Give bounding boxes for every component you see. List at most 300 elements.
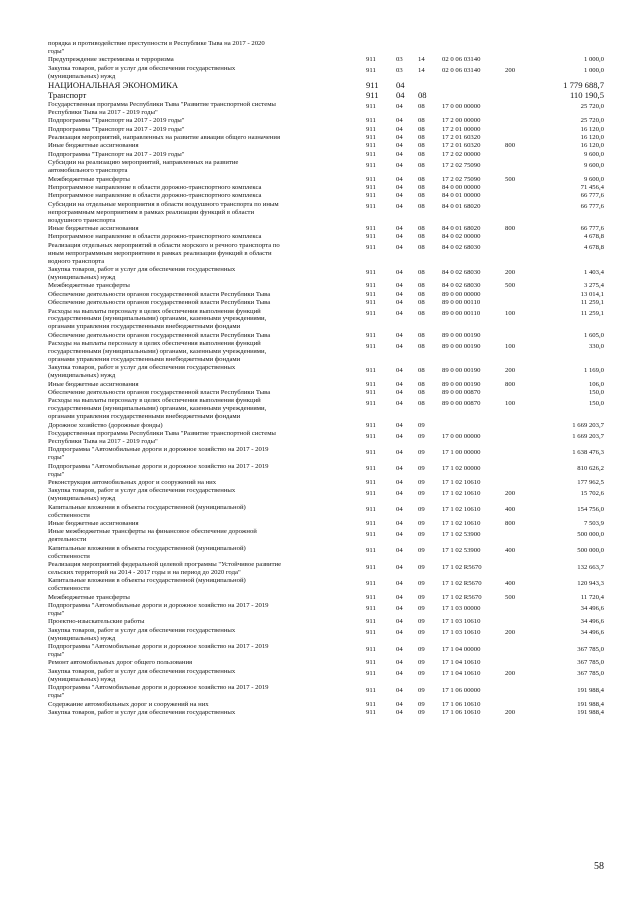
row-name: Межбюджетные трансферты: [48, 593, 130, 601]
row-subsection: 09: [418, 645, 425, 653]
row-target-item: 84 0 01 00000: [442, 192, 481, 200]
row-name: Подпрограмма "Автомобильные дороги и дорожное хозяйство на 2017 - 2019 годы": [48, 643, 269, 659]
row-expense-type: [505, 463, 535, 466]
table-row: [48, 225, 608, 233]
row-name: Обеспечение деятельности органов государственной власти Республики Тыва: [48, 389, 271, 397]
row-name: Подпрограмма "Транспорт на 2017 - 2019 годы": [48, 117, 185, 125]
row-target-item: 89 0 00 00000: [442, 290, 481, 298]
row-subsection: 08: [418, 89, 427, 100]
table-row: [48, 192, 608, 200]
row-target-item: 84 0 01 68020: [442, 224, 481, 232]
row-target-item: 17 2 01 60320: [442, 133, 481, 141]
row-target-item: 17 1 02 00000: [442, 465, 481, 473]
row-section: 04: [396, 580, 403, 587]
row-subsection: 09: [418, 708, 425, 716]
table-row: [48, 668, 608, 684]
row-amount: 1 169,0: [583, 366, 604, 374]
row-subsection: 09: [418, 432, 425, 440]
row-subsection: 09: [418, 449, 425, 456]
row-name: Подпрограмма "Транспорт на 2017 - 2019 годы": [48, 150, 185, 158]
row-amount: 150,0: [588, 389, 604, 397]
row-subsection: 08: [418, 125, 425, 133]
row-subsection: 08: [418, 161, 425, 169]
table-row: [48, 308, 608, 332]
row-grbs: 911: [366, 233, 376, 241]
row-subsection: 09: [418, 563, 425, 571]
row-name: Закупка товаров, работ и услуг для обеспечения государственных: [48, 708, 236, 716]
row-target-item: 84 0 02 68030: [442, 282, 481, 290]
row-subsection: 08: [418, 224, 425, 232]
row-expense-type: [505, 684, 535, 687]
row-name: НАЦИОНАЛЬНАЯ ЭКОНОМИКА: [48, 80, 179, 91]
row-grbs: 911: [366, 342, 376, 350]
row-subsection: 08: [418, 366, 425, 374]
row-target-item: 17 1 00 00000: [442, 449, 481, 456]
row-subsection: 08: [418, 268, 425, 276]
row-expense-type: 200: [505, 366, 516, 374]
row-target-item: 17 1 02 10610: [442, 490, 481, 498]
table-row: [48, 126, 608, 134]
row-target-item: 89 0 00 00110: [442, 310, 481, 318]
row-name: Непрограммное направление в области дорожно-транспортного комплекса: [48, 233, 262, 241]
row-expense-type: [505, 602, 535, 605]
row-subsection: 09: [418, 629, 425, 637]
row-subsection: 09: [418, 520, 425, 528]
row-target-item: 89 0 00 00870: [442, 400, 481, 408]
row-section: 04: [396, 150, 403, 158]
row-amount: 11 259,1: [580, 299, 604, 307]
row-name: Транспорт: [48, 89, 87, 100]
table-row: [48, 151, 608, 159]
row-section: 03: [396, 67, 403, 75]
row-amount: 330,0: [588, 342, 604, 350]
row-amount: 1 403,4: [583, 268, 604, 276]
row-target-item: 17 1 02 R5670: [442, 563, 482, 571]
row-name: Закупка товаров, работ и услуг для обеспечения государственных (муниципальных) нужд: [48, 667, 236, 683]
table-row: [48, 463, 608, 479]
row-subsection: [418, 40, 442, 43]
row-grbs: 911: [366, 563, 376, 571]
row-target-item: 17 1 03 10610: [442, 629, 481, 637]
row-expense-type: 200: [505, 670, 516, 678]
table-row: [48, 561, 608, 577]
row-section: 04: [396, 645, 403, 653]
row-subsection: 08: [418, 389, 425, 397]
row-section: 04: [396, 142, 403, 150]
row-grbs: 911: [366, 618, 376, 626]
table-row: [48, 340, 608, 364]
row-grbs: 911: [366, 125, 376, 133]
row-target-item: 17 1 02 10610: [442, 479, 481, 487]
row-grbs: 911: [366, 67, 376, 75]
row-amount: 25 720,0: [580, 117, 604, 125]
table-row: [48, 282, 608, 290]
row-subsection: 14: [418, 56, 425, 64]
table-row: [48, 40, 608, 56]
row-target-item: 89 0 00 00870: [442, 389, 481, 397]
row-grbs: 911: [366, 389, 376, 397]
table-row: [48, 545, 608, 561]
row-amount: 16 120,0: [580, 125, 604, 133]
row-amount: 150,0: [588, 400, 604, 408]
row-section: 04: [396, 175, 403, 183]
row-expense-type: 200: [505, 708, 516, 716]
row-amount: 191 988,4: [577, 686, 604, 694]
row-expense-type: 400: [505, 547, 516, 555]
row-amount: 9 600,0: [583, 150, 604, 158]
row-section: 04: [396, 449, 403, 456]
row-section: 04: [396, 183, 403, 191]
row-target-item: 17 2 02 00000: [442, 150, 481, 158]
row-subsection: 08: [418, 103, 425, 111]
row-name: Подпрограмма "Транспорт на 2017 - 2019 годы": [48, 125, 185, 133]
table-row: [48, 364, 608, 380]
row-name: Капитальные вложения в объекты государственной (муниципальной) собственности: [48, 503, 246, 519]
row-amount: 1 638 476,3: [572, 449, 604, 456]
row-grbs: 911: [366, 56, 376, 64]
table-row: [48, 594, 608, 602]
row-subsection: 08: [418, 175, 425, 183]
table-row: [48, 332, 608, 340]
row-subsection: 08: [418, 342, 425, 350]
row-section: 04: [396, 268, 403, 276]
table-row: [48, 643, 608, 659]
row-expense-type: 200: [505, 629, 516, 637]
table-row: [48, 233, 608, 241]
row-grbs: 911: [366, 580, 376, 587]
table-row: [48, 389, 608, 397]
row-target-item: 89 0 00 00110: [442, 299, 481, 307]
row-name: Обеспечение деятельности органов государственной власти Республики Тыва: [48, 290, 271, 298]
row-section: 04: [396, 563, 403, 571]
row-grbs: 911: [366, 310, 376, 318]
row-subsection: 09: [418, 618, 425, 626]
row-name: Иные бюджетные ассигнования: [48, 520, 139, 528]
row-subsection: 08: [418, 142, 425, 150]
row-name: Подпрограмма "Автомобильные дороги и дорожное хозяйство на 2017 - 2019 годы": [48, 684, 269, 700]
row-expense-type: [505, 430, 535, 433]
row-section: 04: [396, 282, 403, 290]
row-amount: 177 962,5: [577, 479, 604, 487]
table-row: [48, 176, 608, 184]
table-row: [48, 422, 608, 430]
row-target-item: 17 1 04 10610: [442, 670, 481, 678]
row-section: 04: [396, 659, 403, 667]
row-target-item: 17 2 01 00000: [442, 125, 481, 133]
row-grbs: 911: [366, 645, 376, 653]
row-section: 04: [396, 233, 403, 241]
row-name: Капитальные вложения в объекты государственной (муниципальной) собственности: [48, 577, 246, 593]
row-target-item: 89 0 00 00190: [442, 331, 481, 339]
row-grbs: 911: [366, 380, 376, 388]
row-amount: 9 600,0: [583, 161, 604, 169]
row-section: 04: [396, 133, 403, 141]
row-amount: 9 600,0: [583, 175, 604, 183]
row-subsection: 09: [418, 531, 425, 539]
row-expense-type: [505, 242, 535, 245]
row-expense-type: [505, 643, 535, 646]
row-target-item: 84 0 02 68030: [442, 268, 481, 276]
row-name: Дорожное хозяйство (дорожные фонды): [48, 421, 163, 429]
row-grbs: 911: [366, 299, 376, 307]
row-target-item: 17 2 02 75090: [442, 175, 481, 183]
row-name: Реализация мероприятий федеральной целевой программы "Устойчивое развитие сельских территорий на 2014 - 2017 годы и на период до 2020 года": [48, 561, 282, 576]
row-subsection: 09: [418, 659, 425, 667]
row-subsection: 14: [418, 67, 425, 75]
row-expense-type: 800: [505, 224, 516, 232]
page-number: 58: [594, 861, 604, 872]
row-expense-type: 500: [505, 282, 516, 290]
row-grbs: 911: [366, 708, 376, 716]
row-subsection: 08: [418, 290, 425, 298]
row-expense-type: 200: [505, 268, 516, 276]
row-expense-type: [505, 446, 535, 449]
row-grbs: 911: [366, 89, 379, 100]
table-row: [48, 81, 608, 90]
row-name: Государственная программа Республики Тыва "Развитие транспортной системы Республики Тыва на 2017 - 2019 годы": [48, 100, 276, 116]
row-target-item: 17 1 02 53900: [442, 531, 481, 539]
row-amount: 25 720,0: [580, 103, 604, 111]
table-row: [48, 184, 608, 192]
row-expense-type: 800: [505, 520, 516, 528]
row-subsection: 08: [418, 299, 425, 307]
row-amount: 4 678,8: [583, 233, 604, 241]
row-target-item: 84 0 02 00000: [442, 233, 481, 241]
row-section: 04: [396, 224, 403, 232]
row-amount: 15 702,6: [580, 490, 604, 498]
row-grbs: 911: [366, 400, 376, 408]
table-row: [48, 381, 608, 389]
row-amount: 71 456,4: [580, 183, 604, 191]
row-grbs: 911: [366, 282, 376, 290]
row-subsection: 08: [418, 244, 425, 252]
row-target-item: 17 1 02 R5670: [442, 593, 482, 601]
row-subsection: 09: [418, 479, 425, 487]
table-row: [48, 266, 608, 282]
row-section: 04: [396, 203, 403, 211]
row-name: Расходы на выплаты персоналу в целях обеспечения выполнения функций государственными (муниципальными) органами, казенными учреждениями, органами управления государственными внебюджетными фондами: [48, 340, 267, 363]
row-subsection: 09: [418, 604, 425, 612]
row-section: 04: [396, 421, 403, 429]
row-grbs: 911: [366, 366, 376, 374]
row-subsection: 08: [418, 310, 425, 318]
row-name: Подпрограмма "Автомобильные дороги и дорожное хозяйство на 2017 - 2019 годы": [48, 446, 269, 462]
table-row: [48, 299, 608, 307]
row-subsection: 08: [418, 192, 425, 200]
row-expense-type: 200: [505, 490, 516, 498]
row-grbs: 911: [366, 465, 376, 473]
row-name: Ремонт автомобильных дорог общего пользования: [48, 659, 193, 667]
row-expense-type: [505, 101, 535, 104]
table-row: [48, 627, 608, 643]
row-section: 04: [396, 400, 403, 408]
row-target-item: 17 1 04 10610: [442, 659, 481, 667]
row-name: Закупка товаров, работ и услуг для обеспечения государственных (муниципальных) нужд: [48, 626, 236, 642]
row-name: Реализация отдельных мероприятий в области морского и речного транспорта по иным непрограммным мероприятиям в рамках реализации функций в области водного транспорта: [48, 241, 280, 265]
row-section: 04: [396, 366, 403, 374]
table-row: [48, 242, 608, 266]
row-name: Проектно-изыскательские работы: [48, 618, 145, 626]
row-section: 04: [396, 604, 403, 612]
row-expense-type: 500: [505, 175, 516, 183]
row-name: Обеспечение деятельности органов государственной власти Республики Тыва: [48, 331, 271, 339]
row-amount: 11 259,1: [580, 310, 604, 318]
table-row: [48, 201, 608, 225]
row-subsection: 09: [418, 686, 425, 694]
row-subsection: 09: [418, 670, 425, 678]
row-expense-type: 200: [505, 67, 516, 75]
row-target-item: [442, 40, 505, 43]
row-name: Субсидии на реализацию мероприятий, направленных на развитие автомобильного транспорта: [48, 159, 239, 175]
row-subsection: 09: [418, 547, 425, 555]
row-target-item: 17 1 02 R5670: [442, 580, 482, 587]
row-subsection: 09: [418, 490, 425, 498]
row-section: 04: [396, 103, 403, 111]
row-subsection: 08: [418, 331, 425, 339]
row-grbs: 911: [366, 192, 376, 200]
table-row: [48, 291, 608, 299]
row-section: 04: [396, 629, 403, 637]
row-grbs: [366, 40, 396, 43]
row-expense-type: 800: [505, 142, 516, 150]
row-target-item: 17 1 06 10610: [442, 700, 481, 708]
row-subsection: 09: [418, 421, 425, 429]
table-row: [48, 91, 608, 100]
row-expense-type: [505, 561, 535, 564]
row-section: 04: [396, 331, 403, 339]
table-row: [48, 446, 608, 462]
row-name: Иные бюджетные ассигнования: [48, 380, 139, 388]
row-amount: 120 943,3: [577, 580, 604, 587]
row-section: 04: [396, 490, 403, 498]
table-row: [48, 528, 608, 544]
row-target-item: 17 1 02 10610: [442, 520, 481, 528]
row-name: Межбюджетные трансферты: [48, 175, 130, 183]
row-grbs: 911: [366, 268, 376, 276]
row-amount: 1 669 203,7: [572, 421, 604, 429]
row-name: Субсидии на отдельные мероприятия в области воздушного транспорта по иным непрограммным мероприятиям в рамках реализации функций в области воздушного транспорта: [48, 200, 279, 224]
row-name: Содержание автомобильных дорог и сооружений на них: [48, 700, 209, 708]
table-row: [48, 504, 608, 520]
row-name: Предупреждение экстремизма и терроризма: [48, 56, 174, 64]
row-amount: 66 777,6: [580, 192, 604, 200]
table-row: [48, 56, 608, 64]
row-section: 04: [396, 161, 403, 169]
row-subsection: 08: [418, 183, 425, 191]
row-grbs: 911: [366, 432, 376, 440]
row-amount: 191 988,4: [577, 700, 604, 708]
row-name: Закупка товаров, работ и услуг для обеспечения государственных (муниципальных) нужд: [48, 265, 236, 281]
row-name: Иные бюджетные ассигнования: [48, 224, 139, 232]
row-amount: 1 000,0: [583, 56, 604, 64]
table-row: [48, 159, 608, 175]
row-target-item: 17 0 00 00000: [442, 432, 481, 440]
row-section: 03: [396, 56, 403, 64]
row-grbs: 911: [366, 175, 376, 183]
row-target-item: 02 0 06 03140: [442, 56, 481, 64]
row-section: 04: [396, 547, 403, 555]
row-section: 04: [396, 465, 403, 473]
row-amount: 132 663,7: [577, 563, 604, 571]
row-amount: 367 785,0: [577, 659, 604, 667]
row-section: 04: [396, 700, 403, 708]
table-row: [48, 142, 608, 150]
row-subsection: 09: [418, 580, 425, 587]
table-row: [48, 701, 608, 709]
row-name: Закупка товаров, работ и услуг для обеспечения государственных (муниципальных) нужд: [48, 64, 236, 80]
row-grbs: 911: [366, 142, 376, 150]
row-grbs: 911: [366, 479, 376, 487]
row-section: 04: [396, 479, 403, 487]
row-amount: 1 779 688,7: [563, 80, 604, 91]
row-target-item: 17 1 06 10610: [442, 708, 481, 716]
row-grbs: 911: [366, 604, 376, 612]
row-grbs: 911: [366, 531, 376, 539]
row-grbs: 911: [366, 161, 376, 169]
row-subsection: 08: [418, 233, 425, 241]
row-section: 04: [396, 686, 403, 694]
table-row: [48, 709, 608, 717]
row-name: Межбюджетные трансферты: [48, 282, 130, 290]
row-expense-type: 100: [505, 400, 516, 408]
row-expense-type: 800: [505, 380, 516, 388]
row-grbs: 911: [366, 593, 376, 601]
table-row: [48, 659, 608, 667]
row-target-item: 02 0 06 03140: [442, 67, 481, 75]
row-amount: 16 120,0: [580, 142, 604, 150]
row-name: Закупка товаров, работ и услуг для обеспечения государственных (муниципальных) нужд: [48, 364, 236, 380]
row-name: Реализация мероприятий, направленных на развитие авиации общего назначения: [48, 133, 281, 141]
row-amount: 66 777,6: [580, 203, 604, 211]
row-expense-type: 400: [505, 506, 516, 514]
table-row: [48, 684, 608, 700]
row-expense-type: [505, 201, 535, 204]
row-target-item: 89 0 00 00190: [442, 366, 481, 374]
row-target-item: 17 1 02 53900: [442, 547, 481, 555]
row-amount: 13 014,1: [580, 290, 604, 298]
table-row: [48, 101, 608, 117]
row-grbs: 911: [366, 670, 376, 678]
row-grbs: 911: [366, 133, 376, 141]
row-section: 04: [396, 125, 403, 133]
row-name: Иные межбюджетные трансферты на финансовое обеспечение дорожной деятельности: [48, 528, 257, 544]
table-row: [48, 577, 608, 593]
row-grbs: 911: [366, 520, 376, 528]
row-grbs: 911: [366, 290, 376, 298]
row-subsection: 08: [418, 380, 425, 388]
row-grbs: 911: [366, 183, 376, 191]
row-section: [396, 40, 418, 43]
row-grbs: 911: [366, 547, 376, 555]
row-name: Подпрограмма "Автомобильные дороги и дорожное хозяйство на 2017 - 2019 годы": [48, 602, 269, 618]
row-grbs: 911: [366, 686, 376, 694]
row-grbs: 911: [366, 244, 376, 252]
row-amount: 1 000,0: [583, 67, 604, 75]
row-expense-type: [505, 159, 535, 162]
row-expense-type: 500: [505, 593, 516, 601]
row-target-item: 84 0 00 00000: [442, 183, 481, 191]
row-amount: 4 678,8: [583, 244, 604, 252]
row-name: Непрограммное направление в области дорожно-транспортного комплекса: [48, 183, 262, 191]
row-target-item: 17 1 02 10610: [442, 506, 481, 514]
row-name: Государственная программа Республики Тыва "Развитие транспортной системы Республики Тыва на 2017 - 2019 годы": [48, 430, 276, 445]
table-row: [48, 487, 608, 503]
row-section: 04: [396, 192, 403, 200]
row-name: Подпрограмма "Автомобильные дороги и дорожное хозяйство на 2017 - 2019 годы": [48, 462, 269, 478]
table-row: [48, 134, 608, 142]
row-grbs: 911: [366, 331, 376, 339]
row-amount: 34 496,6: [580, 629, 604, 637]
